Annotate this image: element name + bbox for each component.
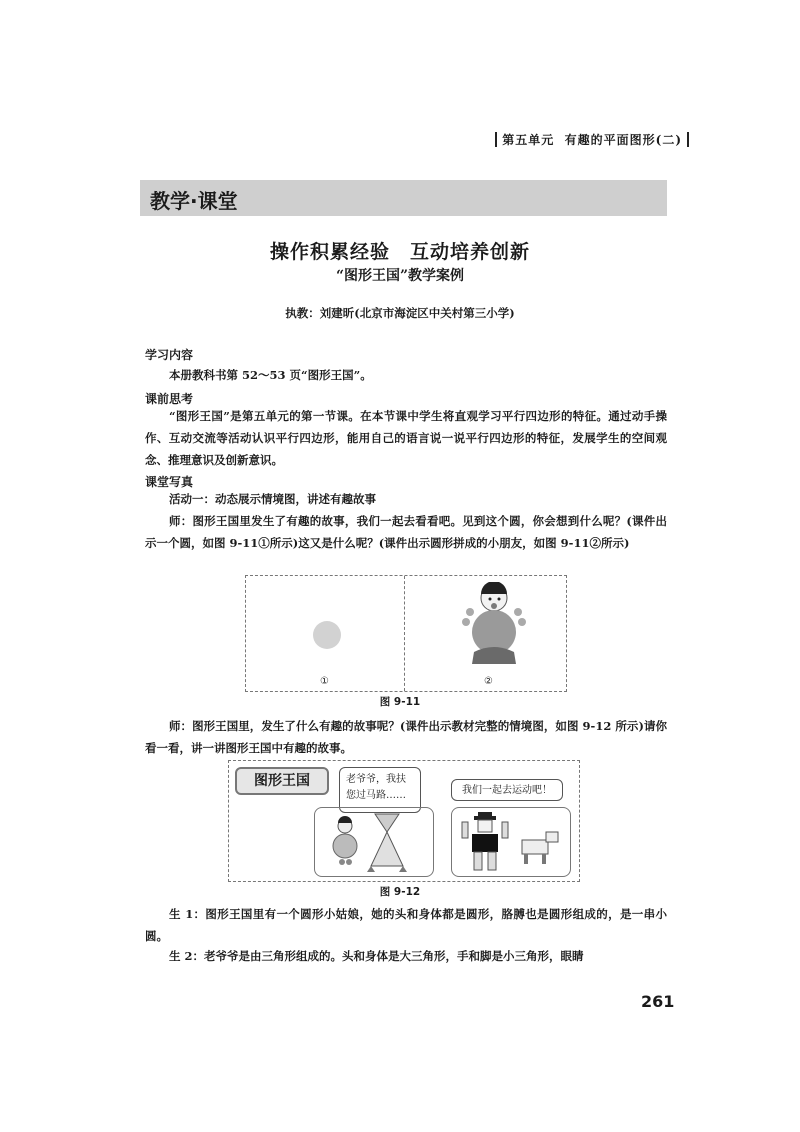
chapter-title: 有趣的平面图形(二) — [564, 133, 682, 147]
paragraph: 师：图形王国里发生了有趣的故事，我们一起去看看吧。见到这个圆，你会想到什么呢？(课件出示一个圆，如图 9-11①所示)这又是什么呢？(课件出示圆形拼成的小朋友，如图 9-11②所示) — [145, 514, 667, 550]
circle-girl-and-triangle-grandpa-illustration — [315, 808, 433, 876]
square-man-and-dog-illustration — [452, 808, 570, 876]
figure-caption: 图 9-11 — [379, 696, 421, 708]
section-band — [140, 180, 667, 216]
section-heading: 课堂写真 — [145, 475, 194, 489]
student-answer: 生 2：老爷爷是由三角形组成的。头和身体是大三角形，手和脚是小三角形，眼睛 — [169, 949, 584, 963]
student-answer: 生 1：图形王国里有一个圆形小姑娘，她的头和身体都是圆形，胳膊也是圆形组成的，是一串小圆。 — [145, 907, 667, 943]
section-heading: 学习内容 — [145, 348, 194, 362]
activity-title: 活动一：动态展示情境图，讲述有趣故事 — [169, 492, 376, 506]
article-author: 执教：刘建昕(北京市海淀区中关村第三小学) — [285, 306, 515, 320]
paragraph: 师：图形王国里，发生了什么有趣的故事呢？(课件出示教材完整的情境图，如图 9-12 所示)请你看一看，讲一讲图形王国中有趣的故事。 — [145, 719, 667, 755]
chapter-number: 第五单元 — [502, 133, 555, 147]
figure-9-12 — [228, 760, 580, 882]
circle-child-illustration — [454, 582, 534, 674]
speech-bubble: 我们一起去运动吧！ — [451, 779, 563, 801]
paragraph: “图形王国”是第五单元的第一节课。在本节课中学生将直观学习平行四边形的特征。通过动手操作、互动交流等活动认识平行四边形，能用自己的语言说一说平行四边形的特征，发展学生的空间观念、推理意识及创新意识。 — [145, 409, 667, 467]
figure-label: ① — [320, 676, 329, 687]
figure-9-11 — [245, 575, 567, 692]
figure-label: ② — [484, 676, 493, 687]
article-title: 操作积累经验 互动培养创新 — [269, 241, 530, 263]
running-header — [490, 131, 694, 148]
header-divider — [687, 132, 689, 147]
header-divider — [495, 132, 497, 147]
kingdom-sign: 图形王国 — [235, 767, 329, 795]
circle-shape — [313, 621, 341, 649]
figure-caption: 图 9-12 — [379, 886, 421, 898]
section-heading: 课前思考 — [145, 392, 194, 406]
scene-panel-right — [451, 807, 571, 877]
paragraph: 本册教科书第 52～53 页“图形王国”。 — [169, 368, 372, 382]
section-label: 教学·课堂 — [150, 189, 238, 213]
figure-divider — [404, 576, 405, 691]
speech-bubble: 老爷爷，我扶您过马路…… — [339, 767, 421, 813]
page-number: 261 — [641, 992, 675, 1011]
scene-panel-left — [314, 807, 434, 877]
article-subtitle: “图形王国”教学案例 — [335, 268, 465, 284]
